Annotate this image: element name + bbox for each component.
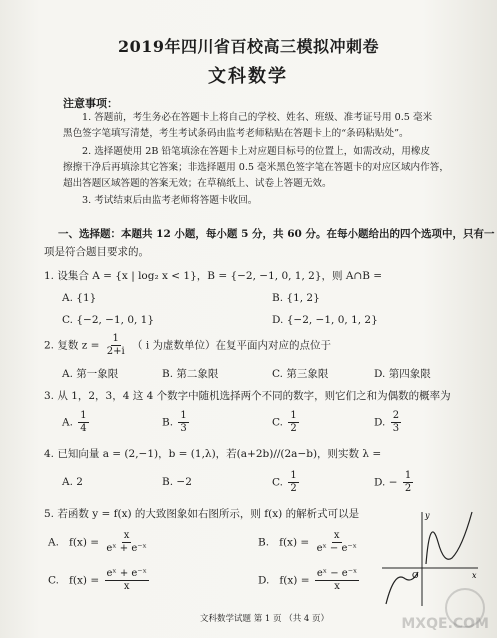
question-2-post: （ i 为虚数单位）在复平面内对应的点位于 bbox=[132, 339, 332, 352]
note-line: 黑色签字笔填写清楚，考生考试条码由监考老师粘贴在答题卡上的“条码粘贴处”。 bbox=[63, 128, 409, 139]
question-5-option-d: D. f(x) = $\frac{\text{eˣ − e⁻ˣ}}{x}$ bbox=[258, 568, 358, 592]
question-3-option-a: A. $\frac{1}{4}$ bbox=[62, 410, 87, 434]
note-line: 3. 考试结束后由监考老师将答题卡收回。 bbox=[82, 195, 258, 206]
question-5-option-b: B. f(x) = $\frac{x}{\text{eˣ − e⁻ˣ}}$ bbox=[258, 530, 357, 554]
note-line: 擦擦干净后再填涂其它答案；非选择题用 0.5 毫米黑色签字笔在答题卡的对应区域内作答， bbox=[63, 162, 449, 173]
question-4-option-d: D. − $\frac{1}{2}$ bbox=[374, 470, 412, 494]
graph-y-label: y bbox=[425, 511, 430, 520]
watermark-text: MXQE.COM bbox=[401, 616, 489, 632]
question-2-option-c: C. 第三象限 bbox=[272, 368, 329, 380]
question-2-option-d: D. 第四象限 bbox=[374, 368, 431, 380]
note-line: 1. 答题前，考生务必在答题卡上将自己的学校、姓名、班级、准考证号用 0.5 毫米 bbox=[82, 112, 433, 123]
question-4-option-c: C. $\frac{1}{2}$ bbox=[272, 470, 297, 494]
question-2-pre: 2. 复数 z = bbox=[44, 339, 100, 352]
question-1-stem: 1. 设集合 A = {x | log₂ x < 1}，B = {−2, −1, 0, 1, 2}，则 A∩B = bbox=[44, 270, 383, 282]
question-2-fraction: $\frac{1}{2+i}$ bbox=[106, 333, 125, 357]
exam-subject: 文科数学 bbox=[208, 66, 288, 87]
page-footer: 文科数学试题 第 1 页 （共 4 页） bbox=[200, 614, 330, 624]
notes-heading: 注意事项： bbox=[63, 97, 118, 110]
question-4-option-b: B. −2 bbox=[162, 476, 192, 488]
question-1-option-d: D. {−2, −1, 0, 1, 2} bbox=[272, 314, 378, 326]
question-2-stem bbox=[44, 333, 331, 358]
question-4-option-a: A. 2 bbox=[62, 476, 83, 488]
question-4-stem: 4. 已知向量 a = (2,−1)，b = (1,λ)，若(a+2b)//(2a−b)，则实数 λ = bbox=[44, 448, 382, 460]
question-2-option-a: A. 第一象限 bbox=[62, 368, 119, 380]
graph-origin-label: O bbox=[412, 571, 419, 580]
note-line: 2. 选择题使用 2B 铅笔填涂在答题卡上对应题目标号的位置上，如需改动，用橡皮 bbox=[82, 146, 431, 157]
question-5-option-a: A. f(x) = $\frac{x}{\text{eˣ + e⁻ˣ}}$ bbox=[48, 530, 147, 554]
note-line: 超出答题区域答题的答案无效；在草稿纸上、试卷上答题无效。 bbox=[63, 178, 332, 189]
section-heading-cont: 项是符合题目要求的。 bbox=[44, 246, 149, 258]
question-1-option-c: C. {−2, −1, 0, 1} bbox=[62, 314, 155, 326]
question-1-option-b: B. {1, 2} bbox=[272, 292, 320, 304]
section-heading: 一、选择题：本题共 12 小题，每小题 5 分，共 60 分。在每小题给出的四个选项中，只有一 bbox=[58, 228, 495, 240]
graph-x-label: x bbox=[472, 571, 477, 580]
question-2-option-b: B. 第二象限 bbox=[162, 368, 219, 380]
exam-title: 2019年四川省百校高三模拟冲刺卷 bbox=[118, 37, 380, 56]
question-3-option-c: C. $\frac{1}{2}$ bbox=[272, 410, 297, 434]
function-curve-right bbox=[426, 512, 472, 564]
question-5-option-c: C. f(x) = $\frac{\text{eˣ + e⁻ˣ}}{x}$ bbox=[48, 568, 147, 592]
question-3-option-b: B. $\frac{1}{3}$ bbox=[162, 410, 187, 434]
question-1-option-a: A. {1} bbox=[62, 292, 97, 304]
question-3-stem: 3. 从 1，2，3，4 这 4 个数字中随机选择两个不同的数字，则它们之和为偶数的概率为 bbox=[44, 390, 451, 402]
question-3-option-d: D. $\frac{2}{3}$ bbox=[374, 410, 400, 434]
question-5-stem: 5. 若函数 y = f(x) 的大致图象如右图所示，则 f(x) 的解析式可以是 bbox=[44, 508, 360, 520]
